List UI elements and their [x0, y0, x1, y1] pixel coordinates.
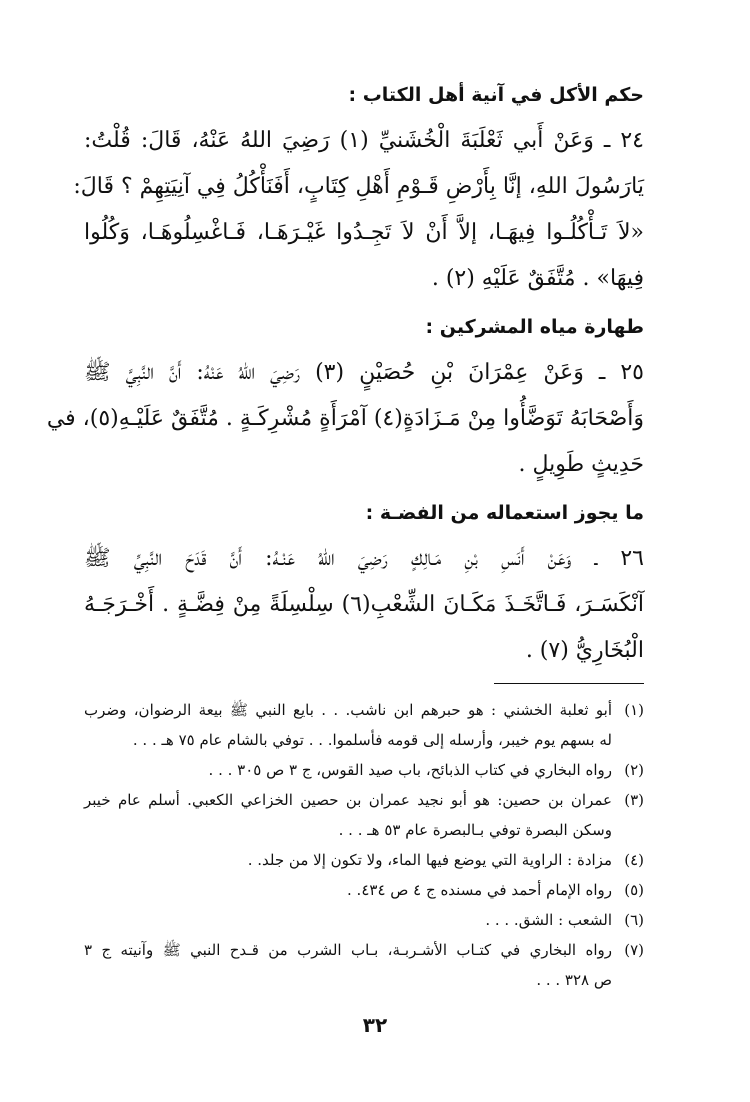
hadith-line: ٢٦ ـ وَعَنْ أَنَسِ بْنِ مَـالِكٍ رَضِيَ اللهُ عَنْـهُ: أَنَّ قَدَحَ النَّبِيِّ ﷺ	[84, 546, 644, 571]
section-silver-use	[84, 498, 644, 674]
hadith-line: وَأَصْحَابَهُ تَوَضَّأُوا مِنْ مَـزَادَةٍ(٤) آمْرَأَةٍ مُشْرِكَـةٍ . مُتَّفَقٌ عَلَيْـهِ(٥)، في	[46, 406, 644, 431]
footnote-text	[84, 755, 644, 785]
hadith-line: حَدِيثٍ طَوِيلٍ .	[518, 452, 644, 477]
hadith-line: ٢٥ ـ وَعَنْ عِمْرَانَ بْنِ حُصَيْنٍ (٣) رَضِيَ اللهُ عَنْهُ: أَنَّ النَّبِيَّ ﷺ	[84, 360, 644, 385]
footnote-text	[84, 905, 644, 935]
footnote-4	[84, 845, 644, 875]
footnote-line: رواه البخاري في كتاب الذبائح، باب صيد القوس، ج ٣ ص ٣٠٥ . . .	[208, 761, 612, 779]
footnote-number: (٥)	[624, 881, 644, 899]
hadith-25	[46, 350, 644, 488]
section-heading: طهارة مياه المشركين :	[425, 316, 644, 338]
footnote-3	[84, 785, 644, 845]
footnote-line: الشعب : الشق. . . .	[485, 911, 612, 929]
footnote-line: رواه الإمام أحمد في مسنده ج ٤ ص ٤٣٤. .	[347, 881, 612, 899]
hadith-line: ٢٤ ـ وَعَنْ أَبي ثَعْلَبَةَ الْخُشَنيِّ (١) رَضِيَ اللهُ عَنْهُ، قَالَ: قُلْتُ:	[84, 128, 644, 153]
footnote-line: له بسهم يوم خيبر، وأرسله إلى قومه فأسلموا. . . توفي بالشام عام ٧٥ هـ . . .	[132, 731, 612, 749]
hadith-24	[73, 118, 644, 302]
footnote-text	[84, 695, 644, 755]
footnote-text	[84, 875, 644, 905]
footnote-line: رواه البخاري في كتـاب الأشـربـة، بـاب الشرب من قـدح النبي ﷺ وآنيته ج ٣	[84, 941, 612, 959]
footnote-2	[84, 755, 644, 785]
footnote-line: مزادة : الراوية التي يوضع فيها الماء، ولا تكون إلا من جلد. .	[247, 851, 612, 869]
footnote-line: ص ٣٢٨ . . .	[536, 971, 612, 989]
footnote-line: أبو ثعلبة الخشني : هو حبرهم ابن ناشب. . . بايع النبي ﷺ بيعة الرضوان، وضرب	[84, 701, 612, 719]
footnote-number: (٢)	[624, 761, 644, 779]
footnote-line: وسكن البصرة توفي بـالبصرة عام ٥٣ هـ . . .	[338, 821, 612, 839]
footnote-text	[84, 785, 644, 845]
footnote-number: (١)	[624, 701, 644, 719]
hadith-line: «لاَ تَـأْكُلُـوا فِيهَـا، إلاَّ أَنْ لاَ تَجِـدُوا غَيْـرَهَـا، فَـاغْسِلُوهَـا، وَكُلُوا	[84, 220, 644, 245]
footnote-6	[84, 905, 644, 935]
footnote-text	[84, 935, 644, 995]
section-heading: ما يجوز استعماله من الفضـة :	[365, 502, 644, 524]
footnotes	[84, 695, 644, 995]
footnote-number: (٣)	[624, 791, 644, 809]
footnote-number: (٦)	[624, 911, 644, 929]
footnote-number: (٧)	[624, 941, 644, 959]
hadith-line: آنْكَسَـرَ، فَـاتَّخَـذَ مَكَـانَ الشِّعْبِ(٦) سِلْسِلَةً مِنْ فِضَّـةٍ . أَخْـرَجَـهُ	[84, 592, 645, 617]
footnote-line: عمران بن حصين: هو أبو نجيد عمران بن حصين الخزاعي الكعبي. أسلم عام خيبر	[84, 791, 612, 809]
footnote-separator	[494, 683, 644, 684]
footnote-7	[84, 935, 644, 995]
hadith-line: الْبُخَارِيُّ (٧) .	[525, 638, 644, 663]
footnote-5	[84, 875, 644, 905]
section-polytheists-water	[46, 312, 644, 488]
page-number: ٣٢	[362, 1013, 388, 1037]
hadith-line: فِيهَا» . مُتَّفَقٌ عَلَيْهِ (٢) .	[431, 266, 644, 291]
footnote-text	[84, 845, 644, 875]
hadith-26	[84, 536, 644, 674]
section-eating-vessels	[73, 80, 644, 302]
footnote-number: (٤)	[624, 851, 644, 869]
main-text	[46, 80, 645, 684]
hadith-line: يَارَسُولَ اللهِ، إنَّا بِأَرْضِ قَـوْمِ أَهْلِ كِتَابٍ، أَفَنَأْكُلُ فِي آنِيَتِهِمْ ؟ قَالَ:	[73, 174, 644, 199]
footnote-1	[84, 695, 644, 755]
section-heading: حكم الأكل في آنية أهل الكتاب :	[348, 84, 644, 106]
